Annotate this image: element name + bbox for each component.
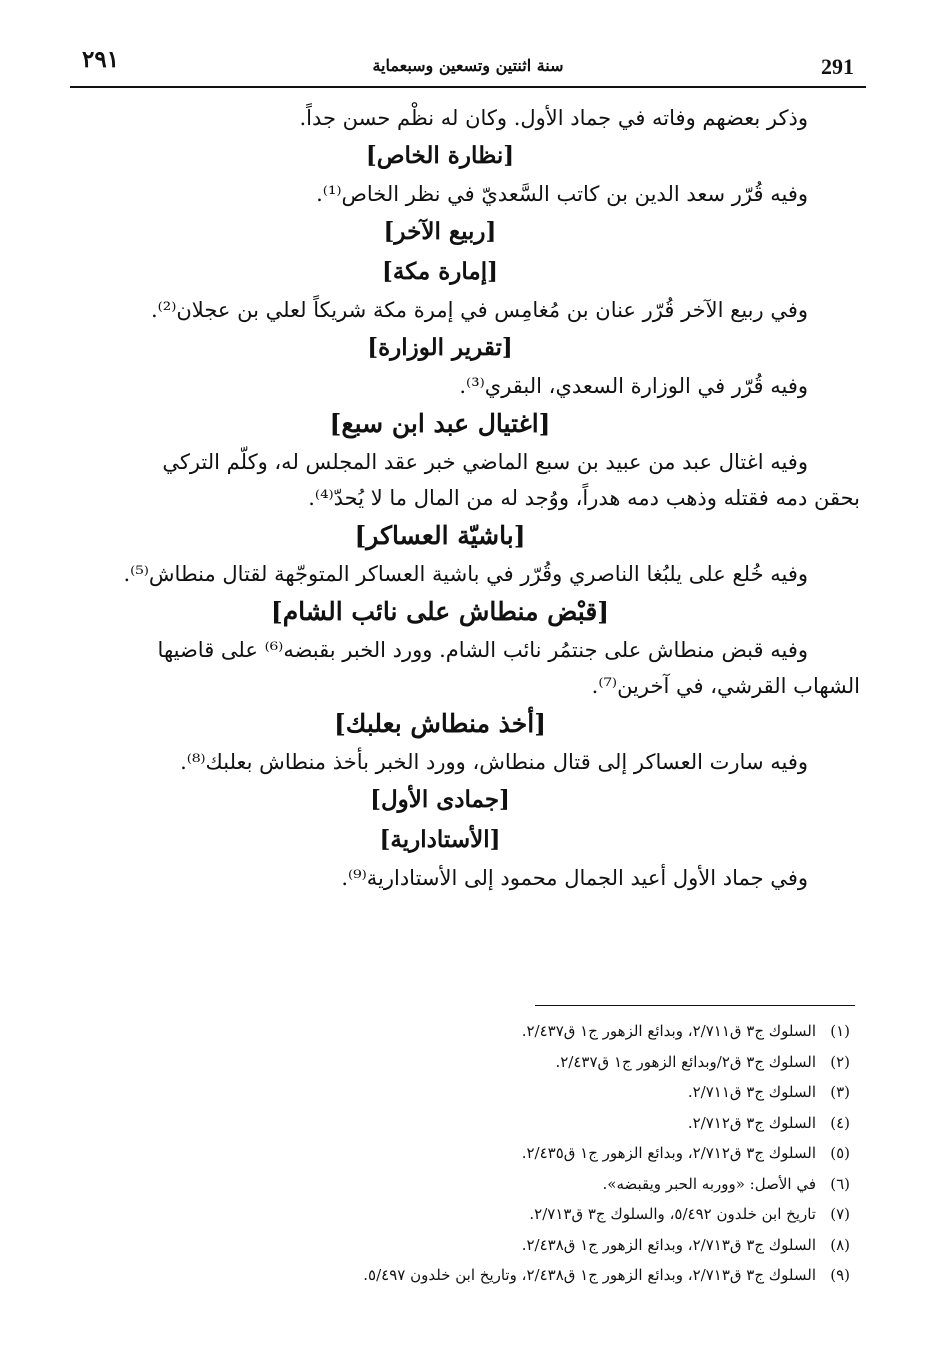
main-text: [80, 100, 860, 896]
footnote: [200, 1047, 850, 1078]
paragraph-line: وفيه خُلع على يلبُغا الناصري وقُرّر في باشية العساكر المتوجّهة لقتال منطاش⁽⁵⁾.: [123, 562, 808, 586]
paragraph-line: الشهاب القرشي، في آخرين⁽⁷⁾.: [591, 674, 860, 698]
month-heading: [جمادى الأول]: [370, 786, 510, 813]
section-heading: [قبْض منطاش على نائب الشام]: [270, 597, 610, 626]
paragraph-line: وفيه قبض منطاش على جنتمُر نائب الشام. وورد الخبر بقبضه⁽⁶⁾ على قاضيها: [157, 638, 808, 662]
paragraph-line: وفيه قُرّر في الوزارة السعدي، البقري⁽³⁾.: [459, 374, 808, 398]
footnote-text: السلوك ج٣ ق٢/٧١٣، وبدائع الزهور ج١ ق٢/٤٣٨، وتاريخ ابن خلدون ٥/٤٩٧.: [363, 1266, 816, 1284]
footnote-number: (٤): [830, 1113, 850, 1132]
section-heading: [الأستادارية]: [379, 826, 501, 853]
footnotes: [200, 1016, 850, 1291]
paragraph-line: بحقن دمه فقتله وذهب دمه هدراً، ووُجد له من المال ما لا يُحدّ⁽⁴⁾.: [308, 486, 860, 510]
footnote-number: (٦): [830, 1174, 850, 1193]
section-heading: [أخذ منطاش بعلبك]: [333, 709, 547, 738]
footnote: [200, 1169, 850, 1200]
paragraph-line: وفيه اغتال عبد من عبيد بن سبع الماضي خبر عقد المجلس له، وكلّم التركي: [162, 450, 808, 474]
footnote-text: السلوك ج٣ ق٢/٧١٢.: [687, 1113, 816, 1132]
paragraph-line: وفي ربيع الآخر قُرّر عنان بن مُغامِس في إمرة مكة شريكاً لعلي بن عجلان⁽²⁾.: [150, 298, 808, 322]
footnote: [200, 1260, 850, 1291]
footnote-number: (١): [830, 1022, 850, 1040]
page-header: [70, 40, 866, 84]
footnote-text: تاريخ ابن خلدون ٥/٤٩٢، والسلوك ج٣ ق٢/٧١٣.: [529, 1205, 816, 1223]
footnote-text: السلوك ج٣ ق٢/وبدائع الزهور ج١ ق٢/٤٣٧.: [555, 1052, 816, 1071]
running-title: سنة اثنتين وتسعين وسبعماية: [372, 56, 564, 75]
footnote-text: السلوك ج٣ ق٢/٧١١، وبدائع الزهور ج١ ق٢/٤٣٧.: [521, 1022, 816, 1040]
footnote-text: السلوك ج٣ ق٢/٧١٢، وبدائع الزهور ج١ ق٢/٤٣٥.: [521, 1144, 816, 1162]
paragraph-line: وفيه سارت العساكر إلى قتال منطاش، وورد الخبر بأخذ منطاش بعلبك⁽⁸⁾.: [180, 750, 808, 774]
page-number-latin: 291: [821, 54, 854, 79]
footnote-number: (٨): [830, 1235, 850, 1254]
footnote: [200, 1230, 850, 1261]
footnote-number: (٧): [830, 1205, 850, 1223]
page-number-arabic: ٢٩١: [82, 46, 120, 73]
footnote-text: في الأصل: «ووربه الحبر ويقبضه».: [602, 1174, 816, 1193]
section-heading: [إمارة مكة]: [382, 258, 498, 285]
footnote-number: (٥): [830, 1144, 850, 1162]
footnote-rule: [535, 1005, 855, 1006]
section-heading: [نظارة الخاص]: [365, 142, 515, 169]
month-heading: [ربيع الآخر]: [383, 218, 497, 245]
paragraph-line: وفي جماد الأول أعيد الجمال محمود إلى الأستادارية⁽⁹⁾.: [341, 866, 808, 890]
footnote: [200, 1016, 850, 1047]
footnote: [200, 1138, 850, 1169]
paragraph-line: وفيه قُرّر سعد الدين بن كاتب السَّعديّ في نظر الخاص⁽¹⁾.: [316, 182, 808, 206]
header-rule: [70, 86, 866, 88]
section-heading: [باشيّة العساكر]: [354, 521, 526, 550]
footnote-number: (٣): [830, 1083, 850, 1101]
section-heading: [اغتيال عبد ابن سبع]: [329, 409, 551, 438]
footnote-number: (٢): [830, 1052, 850, 1071]
footnote: [200, 1199, 850, 1230]
footnote-number: (٩): [830, 1266, 850, 1284]
footnote-text: السلوك ج٣ ق٢/٧١١.: [687, 1083, 816, 1101]
footnote: [200, 1077, 850, 1108]
footnote: [200, 1108, 850, 1139]
paragraph-line: وذكر بعضهم وفاته في جماد الأول. وكان له نظْم حسن جداً.: [299, 106, 808, 130]
section-heading: [تقرير الوزارة]: [367, 334, 513, 361]
footnote-text: السلوك ج٣ ق٢/٧١٣، وبدائع الزهور ج١ ق٢/٤٣٨.: [521, 1235, 816, 1254]
